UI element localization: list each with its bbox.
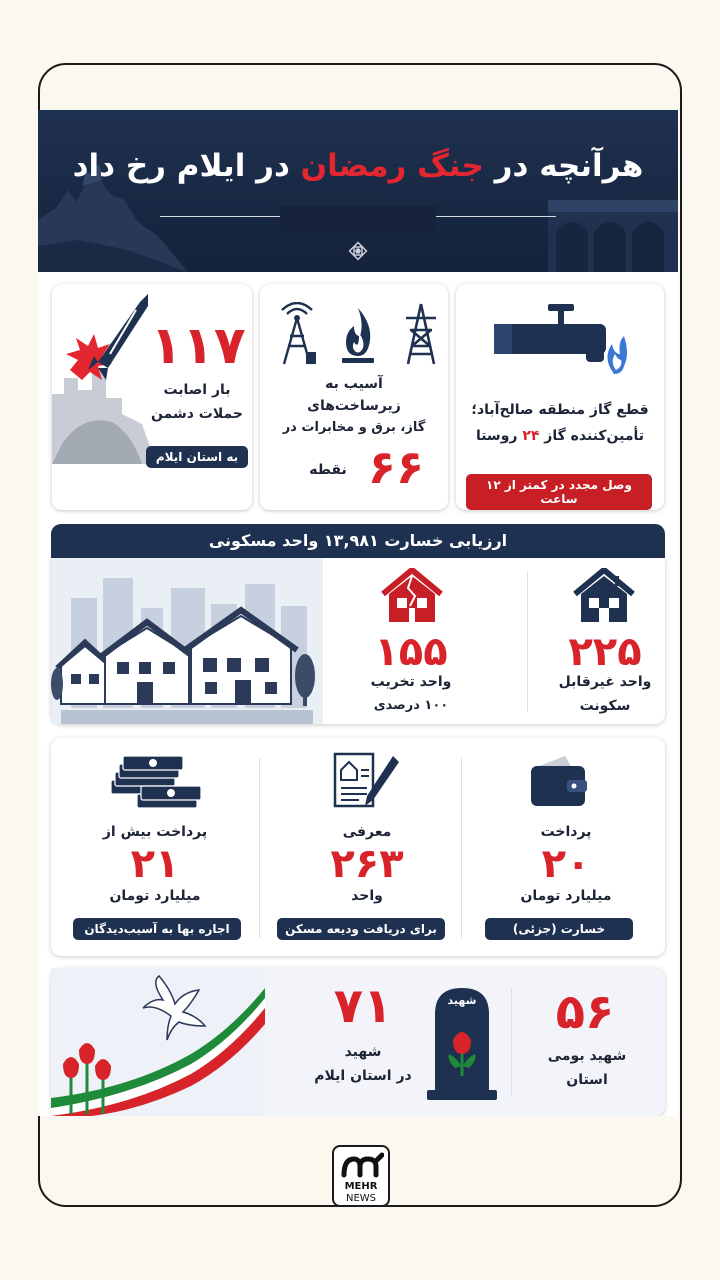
destroyed-house-icon: [381, 568, 443, 624]
payments-card: [51, 738, 665, 956]
dove-tulips-flag-illustration: [51, 968, 265, 1116]
native-martyrs-line2: استان: [566, 1072, 608, 1088]
bridge-illustration: [548, 180, 678, 272]
logo-line1: MEHR: [344, 1181, 378, 1192]
title-underbox: [280, 206, 436, 234]
neighborhood-illustration: [51, 558, 323, 724]
gas-flame-icon: [338, 304, 378, 364]
infra-unit: نقطه: [309, 462, 347, 478]
damage-tag: خسارت (جزئی): [485, 918, 633, 940]
rent-line1: پرداخت بیش از: [102, 824, 208, 840]
deposit-number: ۲۶۳: [330, 841, 404, 887]
money-stack-icon: [107, 750, 203, 812]
infra-line1: آسیب به: [325, 376, 383, 392]
damaged-house-icon: [573, 568, 635, 624]
gas-cut-card: [456, 284, 664, 510]
province-martyrs-line2: در استان ایلام: [314, 1068, 412, 1084]
gas-reconnect-tag: وصل مجدد در کمتر از ۱۲ ساعت: [466, 474, 652, 510]
rent-tag: اجاره بها به آسیب‌دیدگان: [73, 918, 241, 940]
infra-line3: گاز، برق و مخابرات در: [282, 420, 426, 435]
logo-line2: NEWS: [345, 1193, 377, 1204]
uninhabitable-line2: سکونت: [579, 698, 631, 714]
destroyed-line1: واحد تخریب: [370, 674, 452, 690]
rent-line2: میلیارد تومان: [109, 888, 201, 904]
damage-line1: پرداخت: [540, 824, 592, 840]
document-pen-icon: [331, 750, 401, 812]
gas-cut-line1: قطع گاز منطقه صالح‌آباد؛: [471, 402, 649, 418]
uninhabitable-number: ۲۲۵: [568, 629, 642, 675]
payments-divider-1: [461, 758, 462, 938]
page-title: هرآنچه در جنگ رمضان در ایلام رخ داد: [72, 148, 644, 184]
gas-pipe-icon: [490, 296, 630, 388]
header-banner: [38, 110, 678, 272]
damage-line2: میلیارد تومان: [520, 888, 612, 904]
housing-banner: ارزیابی خسارت ۱۳,۹۸۱ واحد مسکونی: [51, 524, 665, 558]
missile-line1: بار اصابت: [163, 382, 231, 398]
infrastructure-card: [260, 284, 448, 510]
native-martyrs-line1: شهید بومی: [547, 1048, 627, 1064]
ornament-icon: [345, 238, 371, 264]
uninhabitable-line1: واحد غیرقابل: [558, 674, 652, 690]
native-martyrs-number: ۵۶: [555, 984, 615, 1040]
missile-line2: حملات دشمن: [151, 406, 243, 422]
rent-number: ۲۱: [130, 841, 180, 887]
gravestone-label: شهید: [447, 994, 477, 1007]
province-martyrs-line1: شهید: [344, 1044, 382, 1060]
title-highlight: جنگ رمضان: [300, 148, 484, 184]
missile-number: ۱۱۷: [150, 316, 246, 376]
mehr-news-logo: [332, 1145, 390, 1207]
martyrs-divider: [511, 988, 512, 1096]
telecom-antenna-icon: [272, 302, 322, 366]
missile-strikes-card: [52, 284, 252, 510]
payments-divider-2: [259, 758, 260, 938]
destroyed-line2: ۱۰۰ درصدی: [373, 698, 449, 713]
housing-divider: [527, 572, 528, 712]
infra-number: ۶۶: [367, 440, 425, 494]
infographic: [38, 110, 678, 1116]
deposit-line2: واحد: [351, 888, 383, 904]
wallet-icon: [527, 754, 589, 810]
gas-cut-line2: تأمین‌کننده گاز ۲۴ روستا: [475, 428, 645, 444]
martyrs-card: [51, 968, 665, 1116]
mehr-logo-mark-icon: [340, 1151, 384, 1179]
infra-line2: زیرساخت‌های: [307, 398, 401, 414]
deposit-line1: معرفی: [342, 824, 392, 840]
deposit-tag: برای دریافت ودیعه مسکن: [277, 918, 445, 940]
housing-card: [51, 558, 665, 724]
missile-province-tag: به استان ایلام: [146, 446, 248, 468]
province-martyrs-number: ۷۱: [333, 978, 393, 1034]
power-tower-icon: [402, 302, 440, 366]
missile-icon: [52, 294, 156, 464]
damage-number: ۲۰: [541, 841, 591, 887]
destroyed-number: ۱۵۵: [374, 629, 448, 675]
